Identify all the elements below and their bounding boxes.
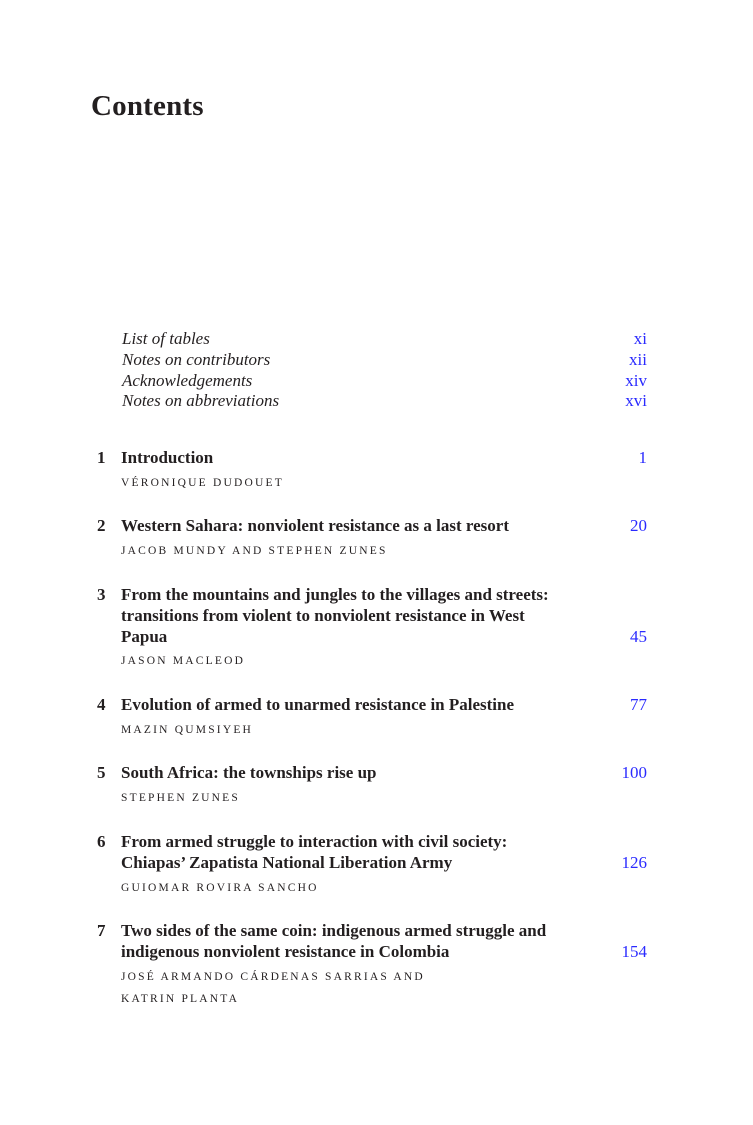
chapter-entry[interactable]	[97, 921, 647, 1010]
chapter-authors	[121, 719, 647, 741]
chapter-title-line: Two sides of the same coin: indigenous armed struggle and	[121, 921, 547, 940]
chapter-title-line: Introduction	[121, 448, 214, 467]
chapter-title-line: Evolution of armed to unarmed resistance in Palestine	[121, 695, 515, 714]
chapter-title	[121, 448, 607, 469]
author-line: MAZIN QUMSIYEH	[121, 723, 254, 736]
author-line: GUIOMAR ROVIRA SANCHO	[121, 881, 319, 894]
chapter-entry[interactable]	[97, 695, 647, 741]
chapter-authors	[121, 877, 647, 899]
chapter-entry[interactable]	[97, 763, 647, 809]
chapter-title	[121, 516, 607, 537]
front-matter-label: Notes on contributors	[122, 349, 271, 369]
author-line: JASON MACLEOD	[121, 655, 246, 668]
page-number-link[interactable]: xi	[633, 329, 647, 348]
chapter-authors	[121, 787, 647, 809]
page-title: Contents	[91, 90, 204, 122]
front-matter-label: List of tables	[122, 329, 210, 348]
page-number-link[interactable]: xvi	[625, 391, 647, 411]
chapter-number: 5	[97, 763, 106, 782]
page-number-link[interactable]: 77	[630, 695, 647, 714]
chapter-authors	[121, 540, 647, 562]
author-line: JACOB MUNDY AND STEPHEN ZUNES	[121, 544, 388, 557]
chapter-number: 4	[97, 695, 106, 714]
chapter-entry[interactable]	[97, 516, 647, 562]
page-number-link[interactable]: xiv	[625, 370, 647, 390]
chapter-title	[121, 921, 607, 963]
chapter-title-line: indigenous nonviolent resistance in Colombia	[121, 941, 450, 961]
front-matter-label: Notes on abbreviations	[122, 391, 280, 411]
chapter-title	[121, 763, 607, 784]
chapter-number: 6	[97, 832, 106, 851]
chapter-title-line: transitions from violent to nonviolent resistance in West	[121, 605, 525, 625]
chapter-title	[121, 585, 607, 647]
chapter-title-line: Western Sahara: nonviolent resistance as a last resort	[121, 516, 509, 535]
front-matter-item[interactable]	[122, 371, 647, 392]
author-line: STEPHEN ZUNES	[121, 791, 241, 804]
author-line: KATRIN PLANTA	[121, 992, 240, 1005]
chapter-number: 7	[97, 921, 106, 940]
chapter-entry[interactable]	[97, 448, 647, 494]
chapter-title	[121, 695, 607, 716]
front-matter-item[interactable]	[122, 391, 647, 412]
chapter-authors	[121, 650, 647, 672]
chapter-authors	[121, 472, 647, 494]
chapter-title-line: South Africa: the townships rise up	[121, 763, 377, 782]
page-number-link[interactable]: 154	[621, 941, 647, 961]
chapter-title-line: From the mountains and jungles to the villages and streets:	[121, 585, 549, 604]
page-number-link[interactable]: xii	[629, 349, 647, 369]
front-matter-label: Acknowledgements	[122, 370, 253, 390]
front-matter-item[interactable]	[122, 329, 647, 350]
author-line: VÉRONIQUE DUDOUET	[121, 476, 284, 489]
chapter-entry[interactable]	[97, 832, 647, 899]
chapter-entry[interactable]	[97, 585, 647, 672]
chapter-title-line: Papua	[121, 626, 168, 646]
chapter-number: 2	[97, 516, 106, 535]
chapter-number: 3	[97, 585, 106, 604]
chapter-title-line: Chiapas’ Zapatista National Liberation Army	[121, 852, 453, 872]
front-matter-item[interactable]	[122, 350, 647, 371]
page-number-link[interactable]: 1	[638, 448, 647, 467]
page-number-link[interactable]: 126	[621, 852, 647, 872]
front-matter-list	[122, 329, 647, 412]
chapter-authors	[121, 966, 647, 1010]
page-number-link[interactable]: 20	[630, 516, 647, 535]
chapter-number: 1	[97, 448, 106, 467]
author-line: JOSÉ ARMANDO CÁRDENAS SARRIAS AND	[121, 970, 425, 983]
chapter-title	[121, 832, 607, 874]
page-number-link[interactable]: 45	[630, 626, 647, 646]
chapter-title-line: From armed struggle to interaction with civil society:	[121, 832, 508, 851]
page-number-link[interactable]: 100	[621, 763, 647, 782]
